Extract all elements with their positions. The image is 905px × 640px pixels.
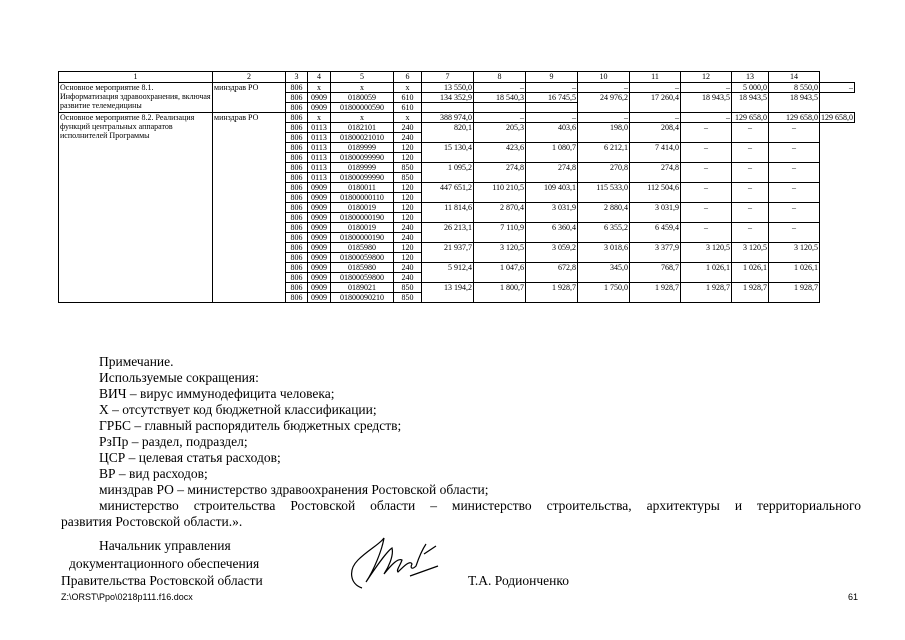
table-cell: – [474,113,526,123]
table-cell: 198,0 [578,123,630,143]
table-cell: 109 403,1 [526,183,578,203]
table-cell: 345,0 [578,263,630,283]
table-cell: – [769,203,820,223]
table-cell: 447 651,2 [422,183,474,203]
table-cell: 3 377,9 [630,243,681,263]
table-cell: 18 540,3 [474,93,526,103]
note-line: РзПр – раздел, подраздел; [99,434,248,449]
note-line: Используемые сокращения: [99,370,259,385]
table-cell: – [681,123,732,143]
table-cell: – [681,143,732,163]
grbs-cell: минздрав РО [213,113,286,303]
table-cell: – [769,143,820,163]
table-cell: 806 [286,213,308,223]
table-cell: 0113 [308,123,331,133]
table-cell: 0182101 [331,123,394,133]
table-cell: x [308,83,331,93]
table-cell: 270,8 [578,163,630,183]
table-cell: 120 [394,193,422,203]
table-cell: 3 120,5 [732,243,769,263]
table-cell: 0185980 [331,263,394,273]
table-cell: 5 000,0 [732,83,769,93]
table-cell [422,103,474,113]
table-cell: 13 194,2 [422,283,474,303]
table-cell: 110 210,5 [474,183,526,203]
table-cell: – [769,223,820,243]
table-cell: 274,8 [526,163,578,183]
table-cell: x [308,113,331,123]
table-cell: 806 [286,103,308,113]
table-cell: 0909 [308,203,331,213]
table-cell: – [769,123,820,143]
file-path: Z:\ORST\Ppo\0218p111.f16.docx [61,592,193,602]
table-cell: 0909 [308,253,331,263]
table-cell: 01800021010 [331,133,394,143]
notes-block [61,354,861,530]
table-cell: x [331,113,394,123]
table-cell: – [732,163,769,183]
table-cell: 01800059800 [331,273,394,283]
note-line: Примечание. [99,354,174,369]
table-cell: 806 [286,183,308,193]
table-cell: 6 355,2 [578,223,630,243]
table-cell: 120 [394,253,422,263]
table-cell: 3 120,5 [681,243,732,263]
table-cell: 01800090210 [331,293,394,303]
table-cell: – [681,183,732,203]
table-cell: 850 [394,293,422,303]
table-cell [474,103,526,113]
table-cell [526,103,578,113]
grbs-cell: минздрав РО [213,83,286,113]
table-cell: 672,8 [526,263,578,283]
table-cell: 208,4 [630,123,681,143]
table-cell: – [578,113,630,123]
table-cell: – [732,223,769,243]
header-row [59,72,855,83]
table-cell: – [578,83,630,93]
table-cell: 3 059,2 [526,243,578,263]
table-cell: 11 814,6 [422,203,474,223]
table-cell: 0113 [308,143,331,153]
table-cell: 1 750,0 [578,283,630,303]
table-cell: 274,8 [630,163,681,183]
table-cell: 0909 [308,103,331,113]
table-cell: 806 [286,243,308,253]
table-cell: 1 928,7 [732,283,769,303]
table-cell: 850 [394,173,422,183]
table-cell: 806 [286,263,308,273]
note-line: развития Ростовской области.». [61,514,243,529]
column-header: 4 [308,72,331,83]
signature-title-2: документационного обеспечения [69,556,260,571]
table-cell: 6 360,4 [526,223,578,243]
table-cell: x [331,83,394,93]
table-cell: 120 [394,153,422,163]
note-line: министерство строительства Ростовской области – министерство строительства, архитектуры и территориального [99,498,861,513]
table-cell: 01800099990 [331,173,394,183]
table-cell: 129 658,0 [769,113,820,123]
table-cell: 8 550,0 [769,83,820,93]
note-line: Х – отсутствует код бюджетной классификации; [99,402,377,417]
table-cell: 3 120,5 [769,243,820,263]
table-cell: 1 026,1 [769,263,820,283]
table-cell: 6 459,4 [630,223,681,243]
table-cell: 3 031,9 [526,203,578,223]
table-cell: 806 [286,293,308,303]
table-cell: 1 928,7 [681,283,732,303]
table-cell: 0909 [308,193,331,203]
table-cell: 120 [394,213,422,223]
table-cell: 1 928,7 [630,283,681,303]
table-cell: – [681,163,732,183]
column-header: 5 [331,72,394,83]
table-cell: 01800059800 [331,253,394,263]
table-cell: 18 943,5 [681,93,732,113]
table-cell: 129 658,0 [732,113,769,123]
table-cell: – [820,83,855,93]
table-cell: 1 026,1 [681,263,732,283]
table-cell: 16 745,5 [526,93,578,103]
table-cell: 24 976,2 [578,93,630,113]
table-cell: 806 [286,93,308,103]
table-cell: 13 550,0 [422,83,474,93]
handwritten-signature [340,530,450,595]
table-cell: 17 260,4 [630,93,681,113]
table-cell: 01800099990 [331,153,394,163]
table-cell: – [681,203,732,223]
signature-title-1: Начальник управления [99,538,231,553]
table-cell: – [681,223,732,243]
table-cell: 0180019 [331,203,394,213]
table-cell: 806 [286,123,308,133]
column-header: 10 [578,72,630,83]
table-cell: 0909 [308,293,331,303]
table-cell: 610 [394,103,422,113]
table-cell: 0189021 [331,283,394,293]
column-header: 3 [286,72,308,83]
table-row [59,113,855,123]
table-cell: – [630,113,681,123]
table-cell: 806 [286,113,308,123]
page-number: 61 [848,592,859,602]
table-cell: – [526,83,578,93]
table-cell: 0113 [308,173,331,183]
table-cell: 0909 [308,223,331,233]
table-cell: 0909 [308,263,331,273]
table-cell: x [394,113,422,123]
table-cell: – [630,83,681,93]
table-cell: 120 [394,143,422,153]
table-cell: 0909 [308,283,331,293]
table-cell: 806 [286,133,308,143]
note-line: ВИЧ – вирус иммунодефицита человека; [99,386,335,401]
table-cell: 240 [394,223,422,233]
column-header: 9 [526,72,578,83]
table-cell: – [681,83,732,93]
table-cell: 240 [394,123,422,133]
table-cell: 18 943,5 [769,93,820,113]
table-cell: 18 943,5 [732,93,769,113]
table-cell: 240 [394,263,422,273]
table-cell: 0113 [308,163,331,173]
table-cell: 1 026,1 [732,263,769,283]
table-cell: 0180059 [331,93,394,103]
table-cell: 806 [286,153,308,163]
table-cell: 806 [286,233,308,243]
table-cell: 0180019 [331,223,394,233]
signatory-name: Т.А. Родионченко [468,573,569,588]
table-cell: 403,6 [526,123,578,143]
column-header: 7 [422,72,474,83]
table-cell: – [732,143,769,163]
table-cell: 1 047,6 [474,263,526,283]
table-cell: 806 [286,203,308,213]
table-cell: – [732,183,769,203]
table-cell: 0909 [308,243,331,253]
table-cell: – [732,123,769,143]
table-cell: x [394,83,422,93]
table-cell: 274,8 [474,163,526,183]
table-cell: – [769,183,820,203]
note-line: ВР – вид расходов; [99,466,208,481]
table-cell: 240 [394,133,422,143]
column-header: 13 [732,72,769,83]
signature-title-3: Правительства Ростовской области [61,573,263,588]
table-cell: 120 [394,183,422,193]
table-cell: 240 [394,233,422,243]
table-cell: 1 928,7 [769,283,820,303]
table-cell: 7 414,0 [630,143,681,163]
column-header: 12 [681,72,732,83]
column-header: 11 [630,72,681,83]
table-cell: 240 [394,273,422,283]
table-cell: 0185980 [331,243,394,253]
table-cell: 0113 [308,133,331,143]
table-cell: 01800000590 [331,103,394,113]
table-cell: 120 [394,203,422,213]
table-cell: 806 [286,283,308,293]
table-cell: 6 212,1 [578,143,630,163]
table-cell: – [474,83,526,93]
table-cell: 820,1 [422,123,474,143]
table-cell: 5 912,4 [422,263,474,283]
table-cell: 0180011 [331,183,394,193]
table-cell: 806 [286,83,308,93]
column-header: 6 [394,72,422,83]
table-cell: 3 031,9 [630,203,681,223]
table-cell: 806 [286,163,308,173]
table-cell: 0113 [308,153,331,163]
table-cell: 3 120,5 [474,243,526,263]
table-cell: 7 110,9 [474,223,526,243]
table-row [59,83,855,93]
note-line: ГРБС – главный распорядитель бюджетных средств; [99,418,402,433]
table-cell: 205,3 [474,123,526,143]
table-cell: 1 080,7 [526,143,578,163]
table-cell: 01800000110 [331,193,394,203]
table-cell: 768,7 [630,263,681,283]
table-cell: 3 018,6 [578,243,630,263]
table-cell: 0909 [308,183,331,193]
table-cell: 806 [286,193,308,203]
table-cell: – [681,113,732,123]
table-cell: 0909 [308,233,331,243]
column-header: 8 [474,72,526,83]
table-cell: 1 095,2 [422,163,474,183]
table-cell: 388 974,0 [422,113,474,123]
table-cell: 0909 [308,93,331,103]
table-cell: 0909 [308,213,331,223]
table-cell: 2 870,4 [474,203,526,223]
column-header: 2 [213,72,286,83]
table-cell: 112 504,6 [630,183,681,203]
table-cell: – [732,203,769,223]
table-cell: 806 [286,143,308,153]
column-header: 14 [769,72,820,83]
table-cell: 120 [394,243,422,253]
column-header: 1 [59,72,213,83]
measure-name: Основное мероприятие 8.1. Информатизация здравоохранения, включая развитие телемедицины [59,83,213,113]
table-cell: 15 130,4 [422,143,474,163]
table-cell: 115 533,0 [578,183,630,203]
table-cell: – [526,113,578,123]
table-cell: 0909 [308,273,331,283]
table-cell: 01800000190 [331,233,394,243]
table-cell: – [769,163,820,183]
table-cell: 806 [286,173,308,183]
table-cell: 1 928,7 [526,283,578,303]
table-cell: 806 [286,223,308,233]
note-line: минздрав РО – министерство здравоохранения Ростовской области; [99,482,489,497]
table-cell: 0189999 [331,163,394,173]
measure-name: Основное мероприятие 8.2. Реализация функций центральных аппаратов исполнителей Программы [59,113,213,303]
table-cell: 610 [394,93,422,103]
table-cell: 26 213,1 [422,223,474,243]
table-cell: 134 352,9 [422,93,474,103]
table-cell: 21 937,7 [422,243,474,263]
table-cell: 806 [286,253,308,263]
table-cell: 01800000190 [331,213,394,223]
table-cell: 1 800,7 [474,283,526,303]
table-cell: 806 [286,273,308,283]
table-cell: 423,6 [474,143,526,163]
table-cell: 850 [394,163,422,173]
note-line: ЦСР – целевая статья расходов; [99,450,281,465]
table-cell: 0189999 [331,143,394,153]
table-cell: 2 880,4 [578,203,630,223]
budget-table [58,71,855,303]
table-cell: 129 658,0 [821,113,853,122]
table-cell: 850 [394,283,422,293]
